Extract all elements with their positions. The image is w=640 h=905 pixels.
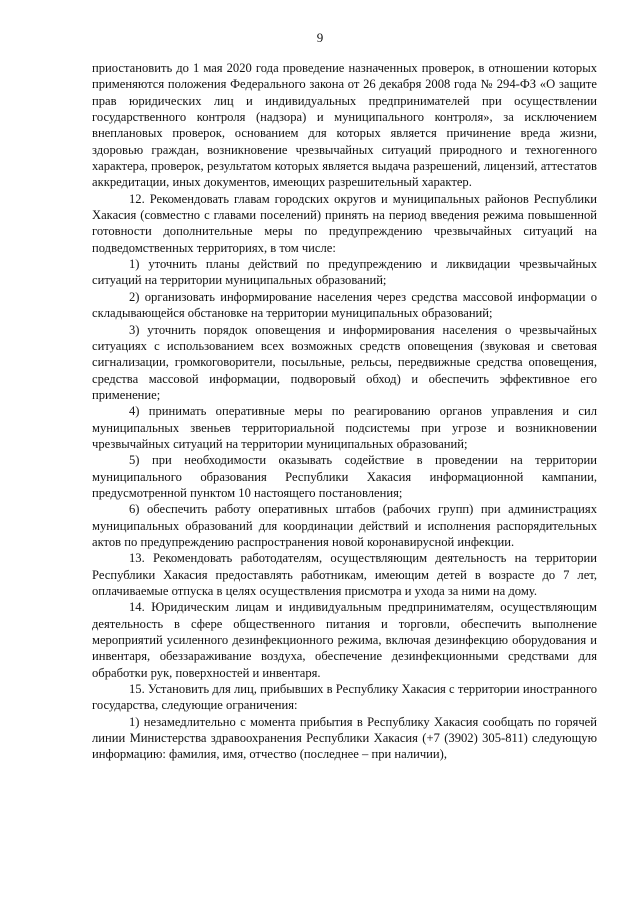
paragraph-item-13: 13. Рекомендовать работодателям, осуществляющим деятельность на территории Республики Хакасия предоставлять работникам, имеющим детей в возрасте до 7 лет, оплачиваемые отпуска в целях осуществления присмотра и ухода за ними на дому. [92, 551, 597, 598]
paragraph-subitem-2: 2) организовать информирование населения через средства массовой информации о складывающейся обстановке на территории муниципальных образований; [92, 289, 597, 321]
paragraph-continuation: приостановить до 1 мая 2020 года проведение назначенных проверок, в отношении которых применяются положения Федерального закона от 26 декабря 2008 года № 294-ФЗ «О защите прав юридических лиц и индивидуальных предпринимателей при осуществлении государственного контроля (надзора) и муниципального контроля», за исключением внеплановых проверок, основанием для которых является причинение вреда жизни, здоровью граждан, возникновение чрезвычайных ситуаций природного и техногенного характера, проверок, результатом которых является выдача разрешений, лицензий, аттестатов аккредитации, иных документов, имеющих разрешительный характер. [92, 61, 597, 190]
document-body [92, 60, 597, 763]
paragraph-subitem-1: 1) уточнить планы действий по предупреждению и ликвидации чрезвычайных ситуаций на территории муниципальных образований; [92, 257, 597, 288]
paragraph-subitem-3: 3) уточнить порядок оповещения и информирования населения о чрезвычайных ситуациях с использованием всех возможных средств оповещения (звуковая и световая сигнализации, громкоговорители, посыльные, рельсы, передвижные средства оповещения, средства массовой информации, подворовый обход) и обеспечить эффективное его применение; [92, 322, 597, 402]
paragraph-subitem-4: 4) принимать оперативные меры по реагированию органов управления и сил муниципальных звеньев территориальной подсистемы при угрозе и возникновении чрезвычайных ситуаций на территории муниципальных образований; [92, 404, 597, 451]
page-number: 9 [316, 30, 324, 45]
paragraph-subitem-5: 5) при необходимости оказывать содействие в проведении на территории муниципального образования Республики Хакасия информационной кампании, предусмотренной пунктом 10 настоящего постановления; [92, 453, 597, 500]
paragraph-item-12: 12. Рекомендовать главам городских округов и муниципальных районов Республики Хакасия (совместно с главами поселений) принять на период введения режима повышенной готовности дополнительные меры по предупреждению чрезвычайных ситуаций на подведомственных территориях, в том числе: [92, 191, 597, 255]
paragraph-subitem-15-1: 1) незамедлительно с момента прибытия в Республику Хакасия сообщать по горячей линии Министерства здравоохранения Республики Хакасия (+7 (3902) 305-811) следующую информацию: фамилия, имя, отчество (последнее – при наличии), [92, 714, 597, 762]
paragraph-subitem-6: 6) обеспечить работу оперативных штабов (рабочих групп) при администрациях муниципальных образований для координации действий и исполнения распорядительных актов по предупреждению распространения новой коронавирусной инфекции. [92, 502, 597, 549]
paragraph-item-14: 14. Юридическим лицам и индивидуальным предпринимателям, осуществляющим деятельность в сфере общественного питания и торговли, обеспечить выполнение мероприятий усиленного дезинфекционного режима, включая дезинфекцию оборудования и инвентаря, обеззараживание воздуха, обеспечение дезинфекционными средствами для обработки рук, поверхностей и инвентаря. [92, 600, 597, 680]
paragraph-item-15: 15. Установить для лиц, прибывших в Республику Хакасия с территории иностранного государства, следующие ограничения: [92, 682, 597, 713]
